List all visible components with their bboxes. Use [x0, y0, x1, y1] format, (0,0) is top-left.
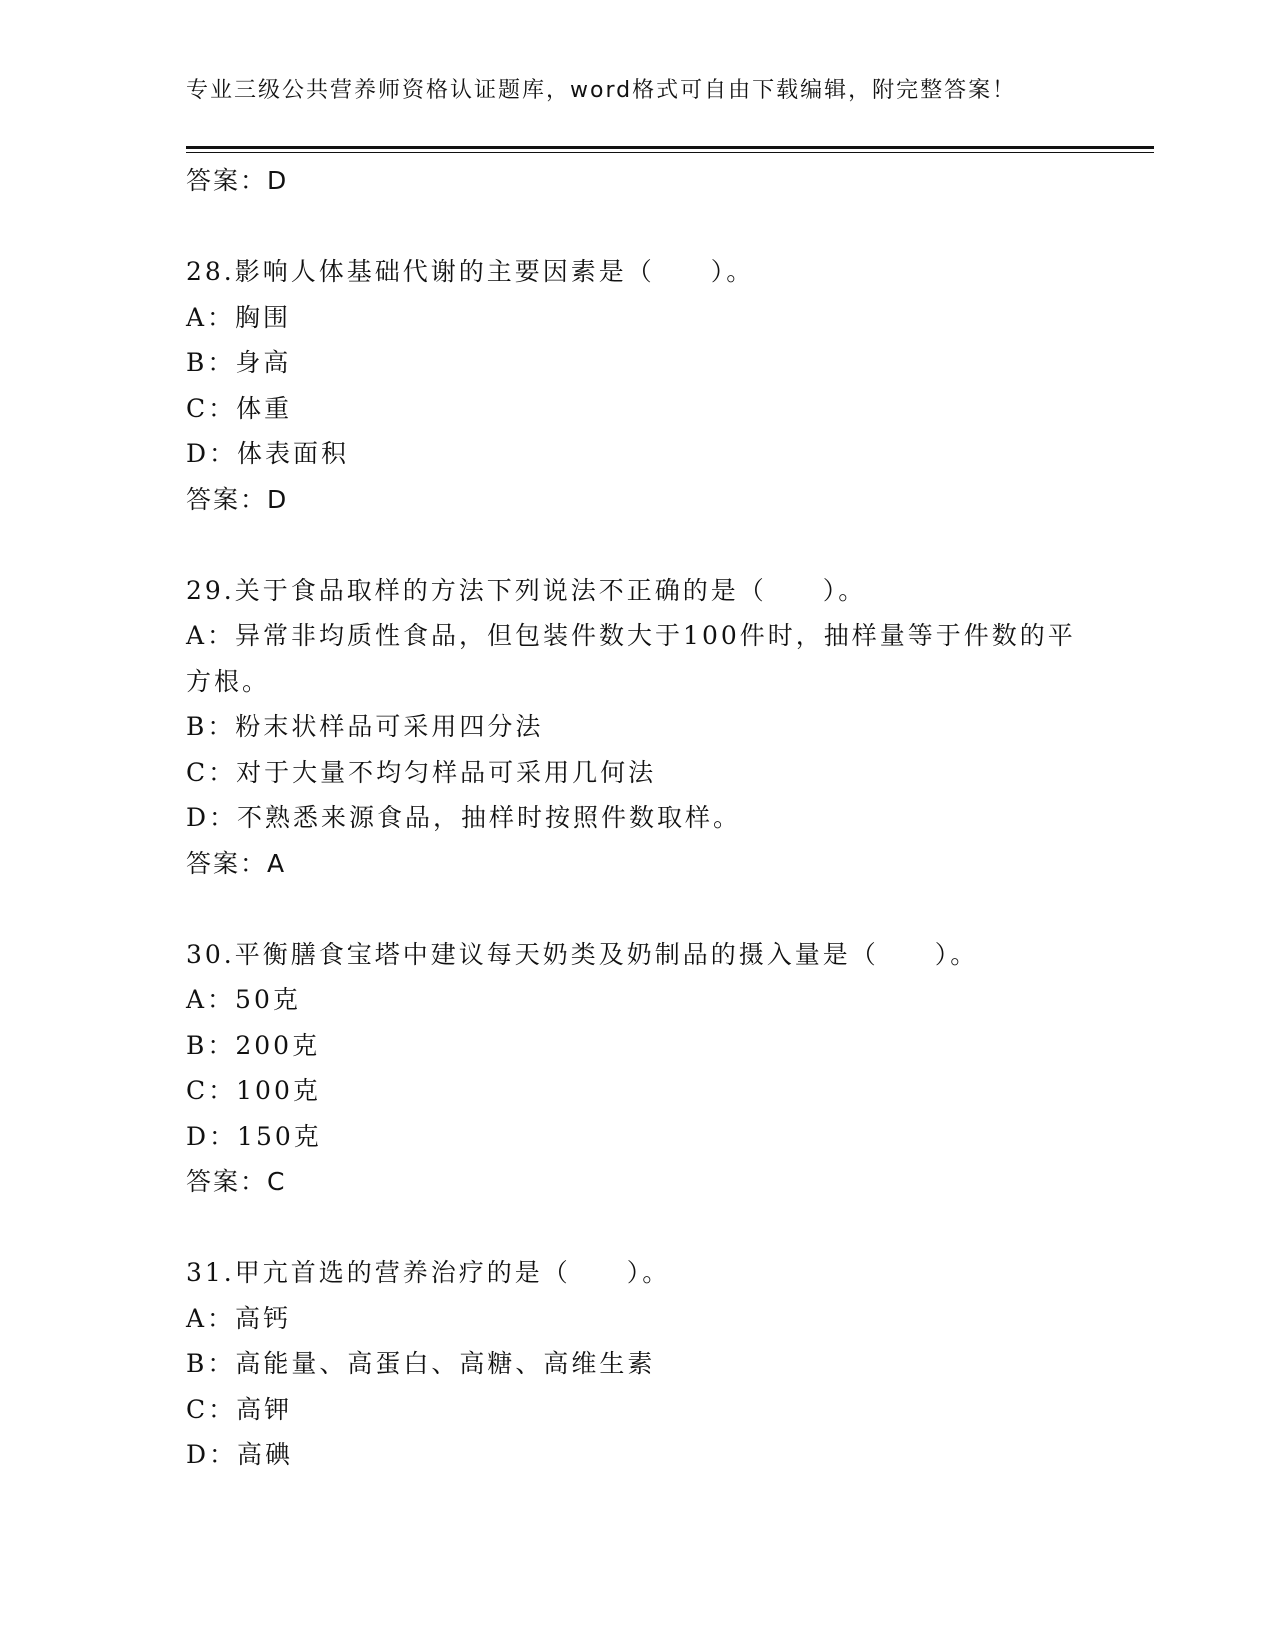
question-stem: 28.影响人体基础代谢的主要因素是（ ）。	[186, 257, 755, 286]
spacer	[186, 886, 1086, 932]
header-divider-thick	[186, 146, 1154, 149]
answer: 答案：A	[186, 848, 287, 878]
previous-answer: 答案：D	[186, 166, 289, 195]
option-b: B：高能量、高蛋白、高糖、高维生素	[186, 1349, 656, 1378]
question-block	[186, 1250, 1086, 1478]
option-d: D：不熟悉来源食品，抽样时按照件数取样。	[186, 803, 742, 832]
answer: 答案：D	[186, 484, 289, 514]
question-block	[186, 568, 1086, 887]
option-c: C：高钾	[186, 1394, 293, 1424]
option-d: D：150克	[186, 1121, 322, 1151]
question-list	[186, 158, 1086, 1478]
spacer	[186, 1205, 1086, 1251]
question-stem: 30.平衡膳食宝塔中建议每天奶类及奶制品的摄入量是（ ）。	[186, 939, 979, 969]
page-header-text: 专业三级公共营养师资格认证题库，word格式可自由下载编辑，附完整答案！	[186, 78, 1017, 103]
question-stem: 29.关于食品取样的方法下列说法不正确的是（ ）。	[186, 575, 867, 605]
answer: 答案：C	[186, 1167, 287, 1196]
question-block	[186, 932, 1086, 1205]
option-c: C：体重	[186, 393, 293, 423]
option-d: D：体表面积	[186, 439, 350, 468]
spacer	[186, 204, 1086, 250]
option-a: A：胸围	[186, 302, 292, 332]
option-d: D：高碘	[186, 1440, 294, 1469]
option-a: A：高钙	[186, 1303, 292, 1333]
option-b: B：200克	[186, 1030, 321, 1060]
question-stem: 31.甲亢首选的营养治疗的是（ ）。	[186, 1258, 671, 1287]
option-b: B：粉末状样品可采用四分法	[186, 712, 544, 741]
option-b: B：身高	[186, 348, 292, 377]
option-c: C：100克	[186, 1076, 321, 1105]
option-a: A：异常非均质性食品，但包装件数大于100件时，抽样量等于件数的平方根。	[186, 621, 1076, 696]
header-divider-thin	[186, 152, 1154, 153]
option-c: C：对于大量不均匀样品可采用几何法	[186, 757, 657, 787]
spacer	[186, 522, 1086, 568]
question-block	[186, 249, 1086, 522]
option-a: A：50克	[186, 985, 301, 1014]
